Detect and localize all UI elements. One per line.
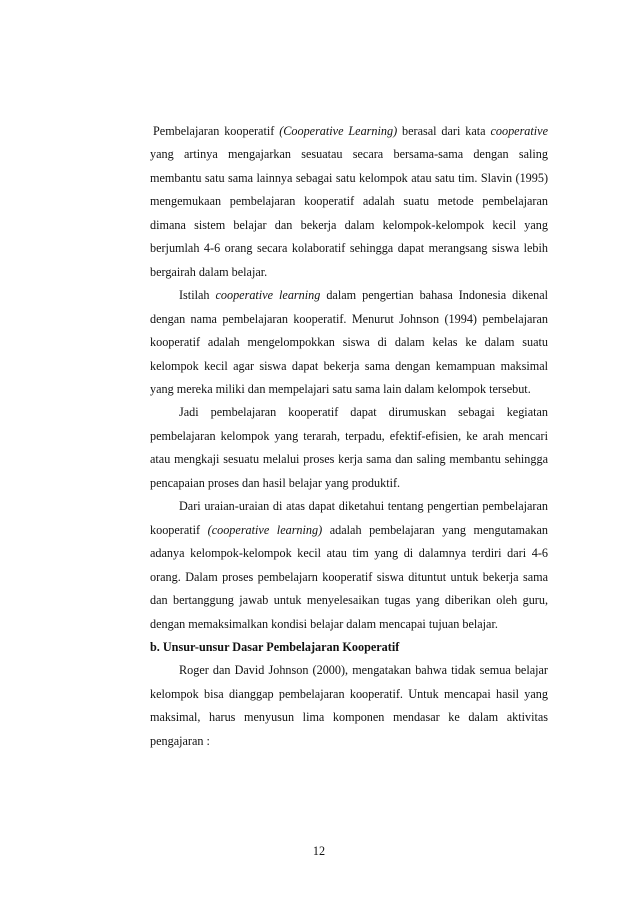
- paragraph-conclusion: [150, 401, 548, 495]
- text-run: Jadi pembelajaran kooperatif dapat dirumuskan sebagai kegiatan pembelajaran kelompok yang terarah, terpadu, efektif-efisien, ke arah mencari atau mengkaji sesuatu melalui proses kerja sama dan saling membantu sehingga pencapaian proses dan hasil belajar yang produktif.: [150, 405, 548, 490]
- paragraph-cooperative-definition: [150, 120, 548, 284]
- text-run: Dari uraian-uraian di atas dapat diketahui tentang pengertian pembelajaran kooperatif: [150, 499, 548, 537]
- text-run: Istilah: [179, 288, 216, 303]
- italic-term: (Cooperative Learning): [279, 124, 398, 138]
- text-run: berasal dari kata: [397, 124, 491, 138]
- paragraph-johnson-components: [150, 659, 548, 753]
- paragraph-summary: [150, 495, 548, 636]
- text-run: b. Unsur-unsur Dasar Pembelajaran Kooperatif: [150, 639, 400, 654]
- paragraph-cooperative-learning-term: [150, 284, 548, 401]
- italic-term: cooperative learning: [215, 288, 321, 303]
- text-run: Roger dan David Johnson (2000), mengatakan bahwa tidak semua belajar kelompok bisa dianggap pembelajaran kooperatif. Untuk mencapai hasil yang maksimal, harus menyusun lima komponen mendasar ke dalam aktivitas pengajaran :: [150, 663, 548, 748]
- document-body: [150, 120, 548, 753]
- italic-term: cooperative: [490, 124, 548, 138]
- section-heading-basic-elements: [150, 636, 548, 659]
- text-run: dalam pengertian bahasa Indonesia dikenal dengan nama pembelajaran kooperatif. Menurut Johnson (1994) pembelajaran kooperatif adalah mengelompokkan siswa di dalam kelas ke dalam suatu kelompok kecil agar siswa dapat bekerja sama dengan kemampuan maksimal yang mereka miliki dan mempelajari satu sama lain dalam kelompok tersebut.: [150, 288, 549, 396]
- text-run: Pembelajaran kooperatif: [153, 124, 280, 138]
- italic-term: (cooperative learning): [207, 522, 323, 537]
- text-run: yang artinya mengajarkan sesuatau secara bersama-sama dengan saling membantu satu sama lainnya sebagai satu kelompok atau satu tim. Slavin (1995) mengemukaan pembelajaran kooperatif adalah suatu metode pembelajaran dimana sistem belajar dan bekerja dalam kelompok-kelompok kecil yang berjumlah 4-6 orang secara kolaboratif sehingga dapat merangsang siswa lebih bergairah dalam belajar.: [150, 147, 548, 279]
- page-number: 12: [312, 844, 326, 858]
- text-run: adalah pembelajaran yang mengutamakan adanya kelompok-kelompok kecil atau tim yang di dalamnya terdiri dari 4-6 orang. Dalam proses pembelajarn kooperatif siswa dituntut untuk bekerja sama dan bertanggung jawab untuk menyelesaikan tugas yang diberikan oleh guru, dengan memaksimalkan kondisi belajar dalam mencapai tujuan belajar.: [150, 522, 548, 631]
